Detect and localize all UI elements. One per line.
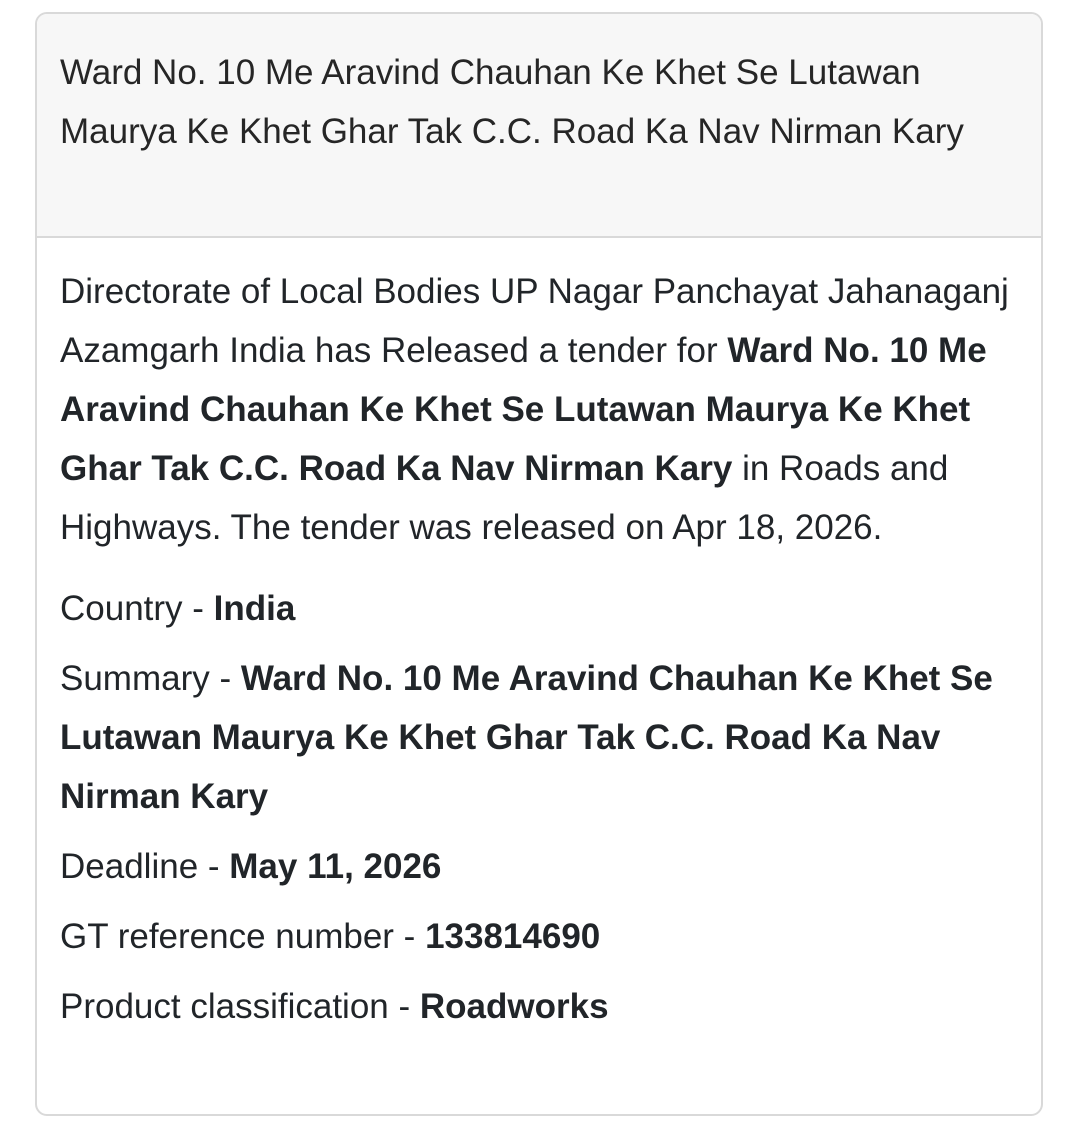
field-country-value: India: [213, 589, 296, 628]
field-product-classification-value: Roadworks: [419, 987, 609, 1026]
tender-card-header: [37, 14, 1041, 238]
field-gt-reference-label: GT reference number -: [60, 917, 426, 956]
tender-title: Ward No. 10 Me Aravind Chauhan Ke Khet Se Lutawan Maurya Ke Khet Ghar Tak C.C. Road Ka Nav Nirman Kary: [60, 53, 964, 151]
field-product-classification-label: Product classification -: [60, 987, 420, 1026]
field-summary-value: Ward No. 10 Me Aravind Chauhan Ke Khet Se Lutawan Maurya Ke Khet Ghar Tak C.C. Road Ka Nav Nirman Kary: [60, 659, 993, 816]
field-gt-reference: [60, 907, 1017, 966]
field-summary-label: Summary -: [60, 659, 241, 698]
tender-card-body: [37, 238, 1041, 1036]
tender-description: [60, 262, 1017, 557]
tender-card: [35, 12, 1043, 1116]
field-product-classification: [60, 977, 1017, 1036]
field-deadline: [60, 837, 1017, 896]
field-country-label: Country -: [60, 589, 214, 628]
description-prefix: Directorate of Local Bodies UP Nagar Panchayat Jahanaganj Azamgarh India has Released a tender for: [60, 272, 1009, 370]
field-country: [60, 579, 1017, 638]
field-deadline-value: May 11, 2026: [229, 847, 442, 886]
description-suffix: in Roads and Highways. The tender was released on Apr 18, 2026.: [60, 449, 949, 547]
field-deadline-label: Deadline -: [60, 847, 230, 886]
field-gt-reference-value: 133814690: [425, 917, 601, 956]
description-tender-title: Ward No. 10 Me Aravind Chauhan Ke Khet Se Lutawan Maurya Ke Khet Ghar Tak C.C. Road Ka Nav Nirman Kary: [60, 331, 987, 488]
field-summary: [60, 649, 1017, 826]
